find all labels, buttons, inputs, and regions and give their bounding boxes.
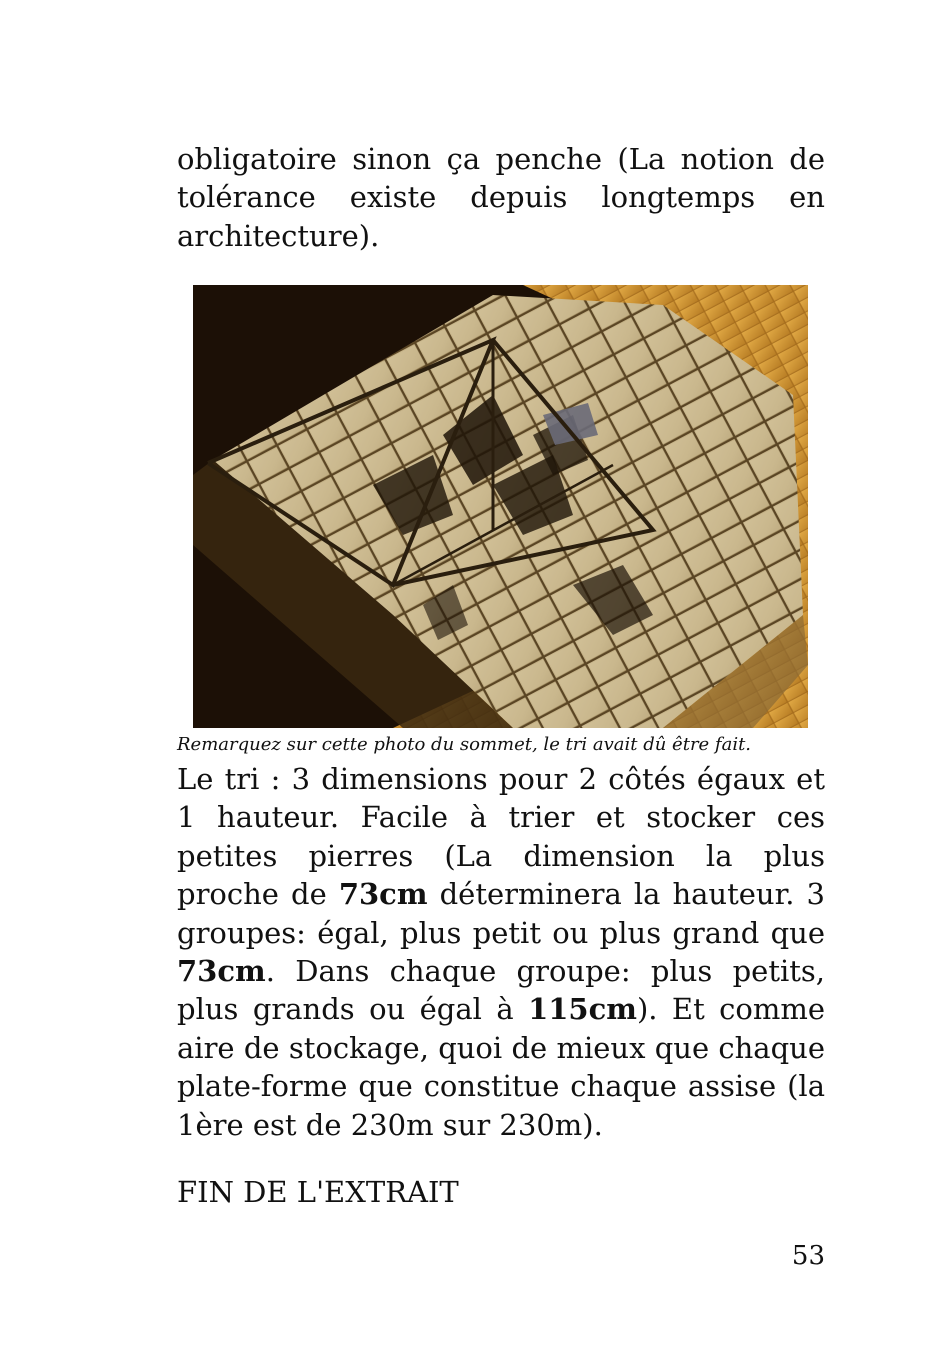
photo-illustration (193, 285, 808, 728)
body-text-part-3: . Dans chaque groupe: plus petits, plus grands ou égal à (177, 954, 825, 1027)
body-paragraph (177, 760, 825, 1144)
intro-paragraph: obligatoire sinon ça penche (La notion de tolérance existe depuis longtemps en architecture). (177, 142, 825, 253)
photo-caption: Remarquez sur cette photo du sommet, le tri avait dû être fait. (177, 734, 752, 755)
body-text-part-4: ). Et comme aire de stockage, quoi de mieux que chaque plate-forme que constitue chaque assise (la 1ère est de 230m sur 230m). (177, 992, 826, 1142)
measure-73cm: 73cm (338, 877, 428, 912)
measure-115cm: 115cm (528, 992, 637, 1027)
pyramid-summit-photo (193, 285, 808, 728)
end-of-excerpt: FIN DE L'EXTRAIT (177, 1175, 459, 1209)
body-text-part-2: déterminera la hauteur. 3 groupes: égal, plus petit ou plus grand que (177, 877, 825, 950)
page-number: 53 (791, 1241, 825, 1271)
measure-73cm-second: 73cm (177, 954, 266, 989)
body-text-part-1: Le tri : 3 dimensions pour 2 côtés égaux et 1 hauteur. Facile à trier et stocker ces petites pierres (La dimension la plus proche de (177, 762, 825, 912)
